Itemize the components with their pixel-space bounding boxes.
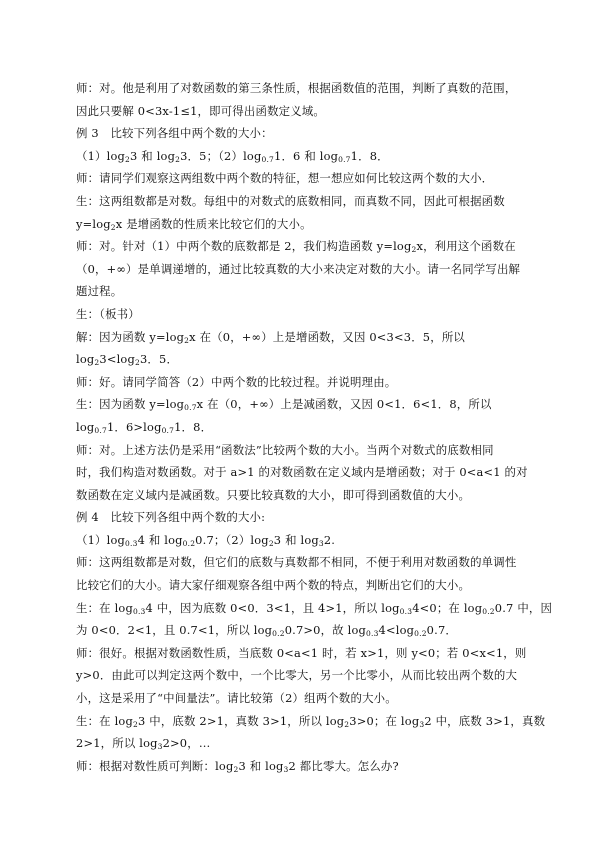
subscript: 2	[344, 719, 350, 729]
text-run: 数函数在定义域内是减函数。只要比较真数的大小，即可得到函数值的大小。	[76, 487, 471, 502]
text-line	[76, 258, 536, 281]
subscript: 0.7	[338, 154, 351, 164]
text-run: 3<log	[99, 352, 135, 367]
text-run: 2 中，底数 3>1，真数	[424, 713, 546, 728]
text-run: 0.7 中，因	[494, 600, 553, 615]
text-run: 1．6>log	[106, 419, 162, 434]
text-run: 比较它们的大小。请大家仔细观察各组中两个数的特点，判断出它们的大小。	[76, 578, 471, 593]
text-line	[76, 551, 536, 574]
text-run: 例 3 比较下列各组中两个数的大小：	[76, 126, 273, 141]
subscript: 0.3	[125, 538, 138, 548]
text-run: x 是增函数的性质来比较它们的大小。	[115, 216, 312, 231]
text-line	[76, 619, 536, 642]
subscript: 2	[133, 719, 138, 729]
subscript: 0.2	[182, 538, 196, 548]
text-run: 师：这两组数都是对数，但它们的底数与真数都不相同，不便于利用对数函数的单调性	[76, 555, 517, 570]
subscript: 3	[157, 742, 163, 752]
text-line	[76, 190, 536, 213]
text-line	[76, 755, 536, 778]
subscript: 3	[318, 538, 324, 548]
text-run: 生：（板书）	[76, 306, 140, 321]
text-run: 生：这两组数都是对数。每组中的对数式的底数相同，而真数不同，因此可根据函数	[76, 193, 505, 208]
text-run: 4 和 log	[137, 532, 183, 547]
text-run: 时，我们构造对数函数。对于 a>1 的对数函数在定义域内是增函数；对于 0<a<1 的对	[76, 465, 528, 480]
text-line	[76, 439, 536, 462]
text-run: log	[76, 352, 95, 367]
text-run: 师：很好。根据对数函数性质，当底数 0<a<1 时，若 x>1，则 y<0；若 0<x<1，则	[76, 645, 527, 660]
subscript: 0.3	[133, 606, 146, 616]
text-line	[76, 461, 536, 484]
text-run: 因此只要解 0<3x-1≤1，即可得出函数定义域。	[76, 103, 326, 118]
text-line	[76, 145, 536, 168]
text-line	[76, 303, 536, 326]
text-line	[76, 167, 536, 190]
subscript: 2	[184, 335, 190, 345]
subscript: 2	[94, 358, 100, 368]
text-line	[76, 371, 536, 394]
text-run: 1．8．	[174, 419, 213, 434]
text-run: 师：根据对数性质可判断：log	[76, 758, 234, 773]
subscript: 0.3	[366, 629, 379, 639]
text-run: y>0．由此可以判定这两个数中，一个比零大，另一个比零小，从而比较出两个数的大	[76, 668, 518, 683]
text-line	[76, 687, 536, 710]
subscript: 0.7	[184, 403, 197, 413]
text-line	[76, 416, 536, 439]
text-run: （1）log	[76, 532, 126, 547]
subscript: 2	[268, 538, 274, 548]
text-run: 3 和 log	[273, 532, 319, 547]
text-run: log	[76, 419, 95, 434]
text-line	[76, 529, 536, 552]
text-run: 2>0，…	[162, 736, 211, 751]
text-line	[76, 280, 536, 303]
subscript: 0.7	[261, 154, 275, 164]
text-run: 生：在 log	[76, 600, 133, 615]
text-run: y=log	[76, 216, 111, 231]
subscript: 2	[411, 245, 417, 255]
text-line	[76, 710, 546, 733]
text-run: 1．8．	[350, 148, 389, 163]
text-run: 师：对。针对（1）中两个数的底数都是 2，我们构造函数 y=log	[76, 239, 412, 254]
text-run: 3 中，底数 2>1，真数 3>1，所以 log	[137, 713, 345, 728]
text-run: x 在（0，+∞）上是增函数，又因 0<3<3．5，所以	[189, 329, 465, 344]
text-line	[76, 484, 536, 507]
text-run: 2.	[323, 532, 336, 547]
text-run: 2 都比零大。怎么办?	[288, 758, 399, 773]
text-line	[76, 642, 536, 665]
text-line	[76, 506, 536, 529]
text-line	[76, 597, 553, 620]
text-run: 为 0<0．2<1，且 0.7<1，所以 log	[76, 623, 273, 638]
subscript: 3	[283, 764, 289, 774]
text-run: （1）log	[76, 148, 126, 163]
text-run: 4 中，因为底数 0<0．3<1，且 4>1，所以 log	[145, 600, 400, 615]
subscript: 0.2	[482, 606, 495, 616]
text-line	[76, 348, 536, 371]
text-run: 生：在 log	[76, 713, 133, 728]
subscript: 0.2	[272, 629, 285, 639]
text-line	[76, 100, 536, 123]
text-run: 1．6 和 log	[274, 148, 339, 163]
text-run: 3>0；在 log	[349, 713, 420, 728]
text-run: 解：因为函数 y=log	[76, 329, 185, 344]
text-run: 0.7．	[426, 623, 457, 638]
text-run: 3 和 log	[238, 758, 284, 773]
text-run: 生：因为函数 y=log	[76, 397, 185, 412]
text-line	[76, 122, 536, 145]
text-line	[76, 574, 536, 597]
subscript: 2	[233, 764, 239, 774]
text-line	[76, 77, 536, 100]
text-run: 3．5．	[139, 352, 179, 367]
text-run: 师：对。他是利用了对数函数的第三条性质，根据函数值的范围，判断了真数的范围，	[76, 81, 517, 95]
text-run: 例 4 比较下列各组中两个数的大小:	[76, 510, 266, 525]
subscript: 3	[419, 719, 425, 729]
text-line	[76, 213, 536, 236]
document-body	[76, 77, 553, 777]
text-line	[76, 326, 536, 349]
text-run: （0，+∞）是单调递增的，通过比较真数的大小来决定对数的大小。请一名同学写出解	[76, 261, 521, 276]
text-run: 师：请同学们观察这两组数中两个数的特征，想一想应如何比较这两个数的大小．	[76, 171, 494, 186]
text-run: 0.7>0，故 log	[284, 623, 367, 638]
text-line	[76, 664, 536, 687]
subscript: 2	[134, 358, 140, 368]
subscript: 0.7	[94, 425, 107, 435]
text-run: 小，这是采用了“中间量法”。请比较第（2）组两个数的大小。	[76, 691, 397, 706]
text-run: x 在（0，+∞）上是减函数，又因 0<1．6<1．8，所以	[196, 397, 492, 412]
text-run: 0.7；（2）log	[195, 532, 269, 547]
text-run: 4<0；在 log	[412, 600, 483, 615]
text-run: 2>1，所以 log	[76, 736, 158, 751]
subscript: 2	[125, 154, 131, 164]
subscript: 2	[175, 154, 181, 164]
subscript: 2	[110, 222, 116, 232]
text-run: x，利用这个函数在	[416, 239, 516, 254]
text-line	[76, 235, 536, 258]
text-run: 师：好。请同学简答（2）中两个数的比较过程。并说明理由。	[76, 374, 397, 389]
text-run: 3．5；（2）log	[180, 148, 262, 163]
text-line	[76, 732, 536, 755]
subscript: 0.2	[414, 629, 427, 639]
text-run: 4<log	[378, 623, 415, 638]
text-run: 3 和 log	[130, 148, 176, 163]
text-run: 题过程。	[76, 284, 123, 299]
text-line	[76, 393, 536, 416]
subscript: 0.7	[161, 425, 175, 435]
subscript: 0.3	[399, 606, 413, 616]
text-run: 师：对。上述方法仍是采用“函数法”比较两个数的大小。当两个对数式的底数相同	[76, 442, 494, 457]
